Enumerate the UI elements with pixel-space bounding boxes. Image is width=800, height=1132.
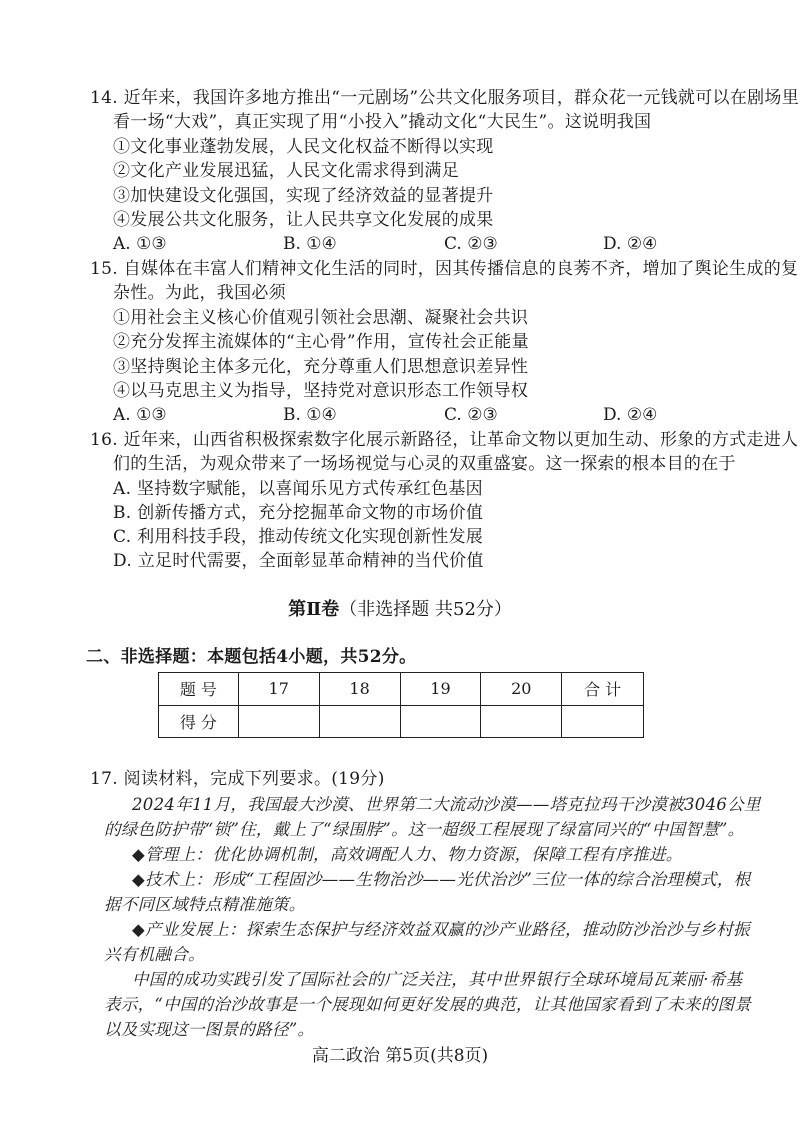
- score-table-header-19: 19: [400, 673, 481, 706]
- score-table-header-row: [159, 673, 644, 706]
- q15-option-b: B. ①④: [283, 405, 337, 425]
- q17-bullet-industry-line1: ◆产业发展上：探索生态保护与经济效益双赢的沙产业路径，推动防沙治沙与乡村振: [132, 920, 750, 939]
- q15-item-2: ②充分发挥主流媒体的“主心骨”作用，宣传社会正能量: [113, 332, 529, 352]
- q15-option-d: D. ②④: [603, 405, 658, 425]
- q16-stem-line2: 们的生活，为观众带来了一场场视觉与心灵的双重盛宴。这一探索的根本目的在于: [113, 454, 736, 474]
- q16-option-b: B. 创新传播方式，充分挖掘革命文物的市场价值: [113, 503, 484, 523]
- q16-option-d: D. 立足时代需要，全面彰显革命精神的当代价值: [113, 551, 484, 571]
- q17-para2-line2: 表示，“中国的治沙故事是一个展现如何更好发展的典范，让其他国家看到了未来的图景: [104, 995, 752, 1014]
- score-table-header-20: 20: [481, 673, 562, 706]
- score-cell-17: [238, 705, 319, 738]
- page-footer: 高二政治 第5页(共8页): [311, 1046, 489, 1066]
- q17-para2-line1: 中国的成功实践引发了国际社会的广泛关注，其中世界银行全球环境局瓦莱丽·希基: [132, 970, 743, 989]
- q15-item-1: ①用社会主义核心价值观引领社会思潮、凝聚社会共识: [113, 308, 529, 328]
- part2-instruction: 二、非选择题：本题包括4小题，共52分。: [86, 647, 417, 667]
- q14-option-a: A. ①③: [113, 234, 167, 254]
- q14-option-c: C. ②③: [444, 234, 498, 254]
- part2-title: 第Ⅱ卷: [288, 599, 340, 620]
- q14-item-2: ②文化产业发展迅猛，人民文化需求得到满足: [113, 161, 459, 181]
- q17-bullet-technology-line2: 据不同区域特点精准施策。: [104, 895, 306, 914]
- score-table-score-row: [159, 705, 644, 738]
- q14-option-d: D. ②④: [603, 234, 658, 254]
- q17-stem: 17. 阅读材料，完成下列要求。(19分): [90, 769, 385, 789]
- q17-bullet-industry-line2: 兴有机融合。: [104, 945, 205, 964]
- q15-stem-line1: 15. 自媒体在丰富人们精神文化生活的同时，因其传播信息的良莠不齐，增加了舆论生成的复: [90, 259, 799, 279]
- score-table-score-label: 得 分: [159, 705, 239, 738]
- q16-stem-line1: 16. 近年来，山西省积极探索数字化展示新路径，让革命文物以更加生动、形象的方式走进人: [90, 430, 799, 450]
- q17-bullet-management: ◆管理上：优化协调机制，高效调配人力、物力资源，保障工程有序推进。: [132, 845, 683, 864]
- score-cell-total: [562, 705, 644, 738]
- q15-option-a: A. ①③: [113, 405, 167, 425]
- q14-item-1: ①文化事业蓬勃发展，人民文化权益不断得以实现: [113, 137, 494, 157]
- q17-para1-line2: 的绿色防护带“锁”住，戴上了“绿围脖”。这一超级工程展现了绿富同兴的“中国智慧”。: [104, 820, 745, 839]
- score-cell-20: [481, 705, 562, 738]
- q14-option-b: B. ①④: [283, 234, 337, 254]
- q17-para2-line3: 以及实现这一图景的路径”。: [104, 1020, 315, 1039]
- score-table-header-label: 题 号: [159, 673, 239, 706]
- q15-stem-line2: 杂性。为此，我国必须: [113, 283, 286, 303]
- q15-item-3: ③坚持舆论主体多元化，充分尊重人们思想意识差异性: [113, 357, 529, 377]
- part2-subtitle: （非选择题 共52分）: [339, 599, 512, 620]
- score-table-header-17: 17: [238, 673, 319, 706]
- q16-option-c: C. 利用科技手段，推动传统文化实现创新性发展: [113, 527, 484, 547]
- score-table-header-total: 合 计: [562, 673, 644, 706]
- q14-stem-line1: 14. 近年来，我国许多地方推出“一元剧场”公共文化服务项目，群众花一元钱就可以在剧场里: [90, 88, 800, 108]
- score-table: [158, 672, 644, 738]
- q14-item-4: ④发展公共文化服务，让人民共享文化发展的成果: [113, 210, 494, 230]
- q14-item-3: ③加快建设文化强国，实现了经济效益的显著提升: [113, 186, 494, 206]
- q17-bullet-technology-line1: ◆技术上：形成“工程固沙——生物治沙——光伏治沙”三位一体的综合治理模式，根: [132, 870, 751, 889]
- q14-stem-line2: 看一场“大戏”，真正实现了用“小投入”撬动文化“大民生”。这说明我国: [113, 112, 652, 132]
- part2-heading: [0, 597, 800, 623]
- q15-item-4: ④以马克思主义为指导，坚持党对意识形态工作领导权: [113, 381, 529, 401]
- score-table-header-18: 18: [319, 673, 400, 706]
- score-cell-18: [319, 705, 400, 738]
- score-cell-19: [400, 705, 481, 738]
- q15-option-c: C. ②③: [444, 405, 498, 425]
- q17-para1-line1: 2024年11月，我国最大沙漠、世界第二大流动沙漠——塔克拉玛干沙漠被3046公里: [132, 795, 761, 814]
- q16-option-a: A. 坚持数字赋能，以喜闻乐见方式传承红色基因: [113, 479, 483, 499]
